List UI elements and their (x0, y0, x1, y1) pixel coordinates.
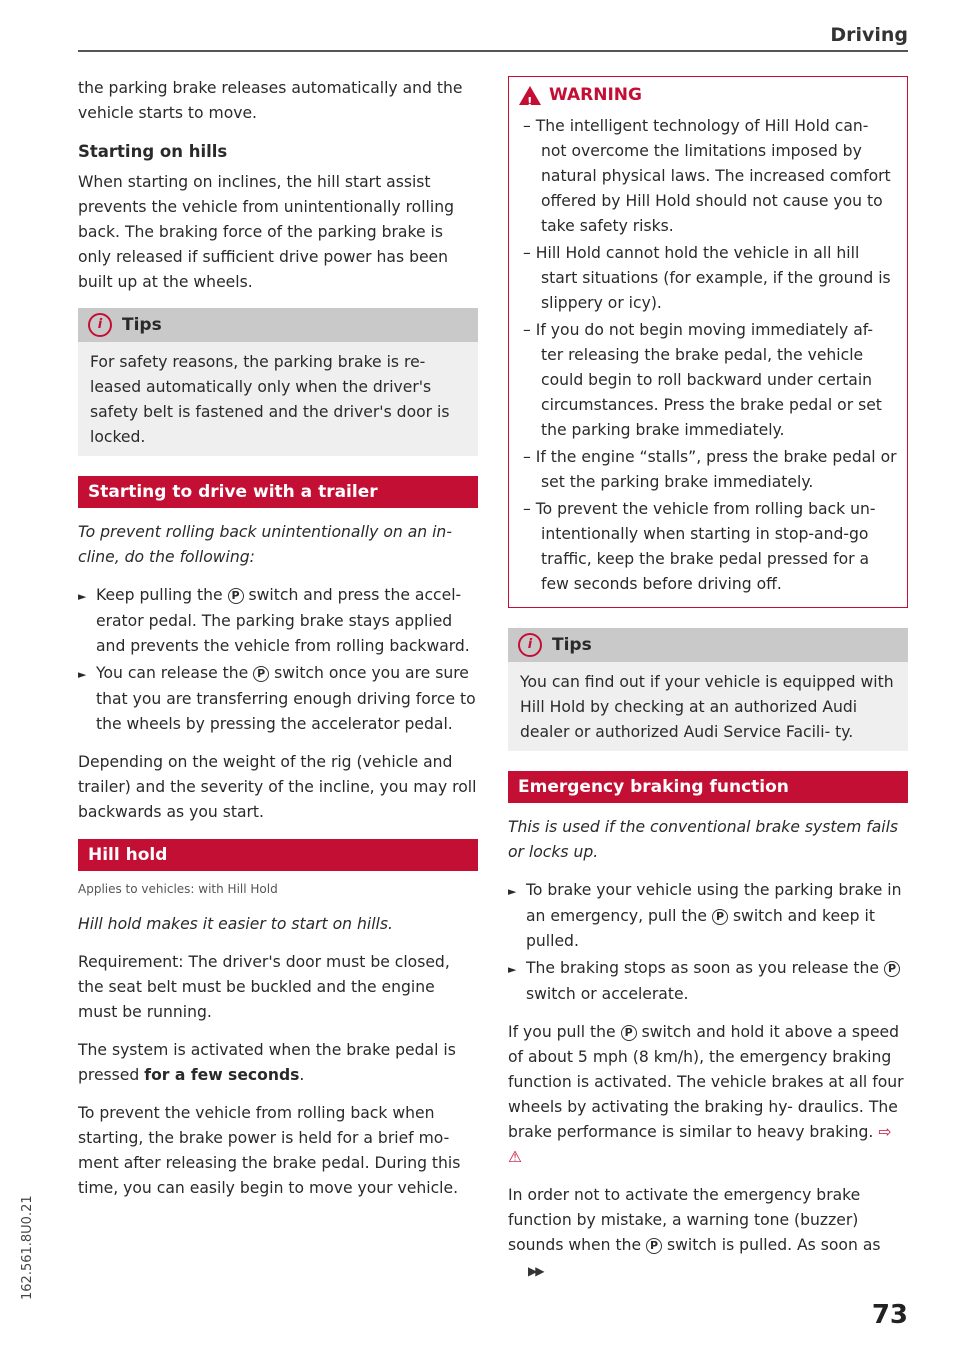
intro: To prevent rolling back unintentionally on an in- cline, do the following: (78, 523, 452, 566)
right-column (508, 76, 908, 1297)
tips-box (508, 628, 908, 751)
paragraph: Requirement: The driver's door must be closed, the seat belt must be buckled and the engine must be running. (78, 953, 450, 1021)
warning-item: – To prevent the vehicle from rolling back un- intentionally when starting in stop-and-go traffic, keep the brake pedal pressed for a few seconds before driving off. (523, 500, 876, 593)
continue-arrow-icon: ▶▶ (528, 1264, 543, 1278)
side-code: 162.561.8U0.21 (20, 1195, 35, 1300)
subheading-hills: Starting on hills (78, 142, 228, 161)
section-emergency: Emergency braking function (508, 771, 908, 803)
paragraph: the parking brake releases automatically and the vehicle starts to move. (78, 79, 463, 122)
tips-box (78, 308, 478, 456)
warning-item: – If you do not begin moving immediately af- ter releasing the brake pedal, the vehicle could begin to roll backward under certain circumstances. Press the brake pedal or set the parking brake immediately. (523, 321, 882, 439)
arrow-icon: ► (78, 668, 87, 681)
info-icon: i (518, 633, 542, 657)
paragraph: The system is activated when the brake pedal is pressed for a few seconds. (78, 1041, 456, 1084)
parking-brake-icon: P (253, 666, 269, 682)
tips-title: Tips (122, 315, 162, 335)
tips-header (78, 308, 478, 342)
paragraph: If you pull the P switch and hold it above a speed of about 5 mph (8 km/h), the emergency braking function is activated. The vehicle brakes at all four wheels by activating the braking hy- draulics. The brake performance is similar to heavy braking. ⇨ ⚠ (508, 1023, 904, 1166)
page-number: 73 (871, 1300, 908, 1330)
parking-brake-icon: P (646, 1238, 662, 1254)
ref-arrow-icon[interactable]: ⇨ (878, 1123, 892, 1141)
left-column (78, 76, 478, 1214)
warning-item: – Hill Hold cannot hold the vehicle in all hill start situations (for example, if the ground is slippery or icy). (523, 244, 891, 312)
parking-brake-icon: P (884, 961, 900, 977)
warning-icon (519, 86, 541, 105)
arrow-icon: ► (78, 590, 87, 603)
applies-note: Applies to vehicles: with Hill Hold (78, 882, 278, 896)
paragraph: When starting on inclines, the hill start assist prevents the vehicle from unintentionally rolling back. The braking force of the parking brake is only released if sufficient drive power has been built up at the wheels. (78, 173, 454, 291)
parking-brake-icon: P (228, 588, 244, 604)
tips-body: For safety reasons, the parking brake is re- leased automatically only when the driver's safety belt is fastened and the driver's door is locked. (90, 353, 450, 446)
tips-title: Tips (552, 635, 592, 655)
tips-header (508, 628, 908, 662)
info-icon: i (88, 313, 112, 337)
intro: Hill hold makes it easier to start on hills. (78, 915, 393, 933)
tips-body: You can find out if your vehicle is equipped with Hill Hold by checking at an authorized Audi dealer or authorized Audi Service Facili- ty. (520, 673, 894, 741)
chapter-title: Driving (830, 24, 908, 46)
arrow-icon: ► (508, 963, 517, 976)
warning-item: – The intelligent technology of Hill Hold can- not overcome the limitations imposed by natural physical laws. The increased comfort offered by Hill Hold should not cause you to take safety risks. (523, 117, 891, 235)
parking-brake-icon: P (621, 1025, 637, 1041)
section-trailer: Starting to drive with a trailer (78, 476, 478, 508)
bullet: ► The braking stops as soon as you release the P switch or accelerate. (508, 956, 908, 1007)
paragraph: Depending on the weight of the rig (vehicle and trailer) and the severity of the incline, you may roll backwards as you start. (78, 753, 477, 821)
paragraph: In order not to activate the emergency brake function by mistake, a warning tone (buzzer) sounds when the P switch is pulled. As soon as▶▶ (508, 1183, 908, 1284)
header-rule (78, 50, 908, 52)
parking-brake-icon: P (712, 909, 728, 925)
bullet: ► Keep pulling the P switch and press the accel- erator pedal. The parking brake stays applied and prevents the vehicle from rolling backward. (78, 586, 470, 655)
bullet: ► You can release the P switch once you are sure that you are transferring enough driving force to the wheels by pressing the accelerator pedal. (78, 664, 476, 733)
warning-item: – If the engine “stalls”, press the brake pedal or set the parking brake immediately. (523, 448, 897, 491)
paragraph: To prevent the vehicle from rolling back when starting, the brake power is held for a brief mo- ment after releasing the brake pedal. During this time, you can easily begin to move your vehicle. (78, 1104, 461, 1197)
warning-ref-icon[interactable]: ⚠ (508, 1148, 522, 1166)
warning-header (509, 83, 907, 114)
bullet: ► To brake your vehicle using the parking brake in an emergency, pull the P switch and keep it pulled. (508, 881, 902, 950)
intro: This is used if the conventional brake system fails or locks up. (508, 818, 899, 861)
section-hillhold: Hill hold (78, 839, 478, 871)
warning-title: WARNING (549, 85, 642, 105)
arrow-icon: ► (508, 885, 517, 898)
warning-box (508, 76, 908, 608)
